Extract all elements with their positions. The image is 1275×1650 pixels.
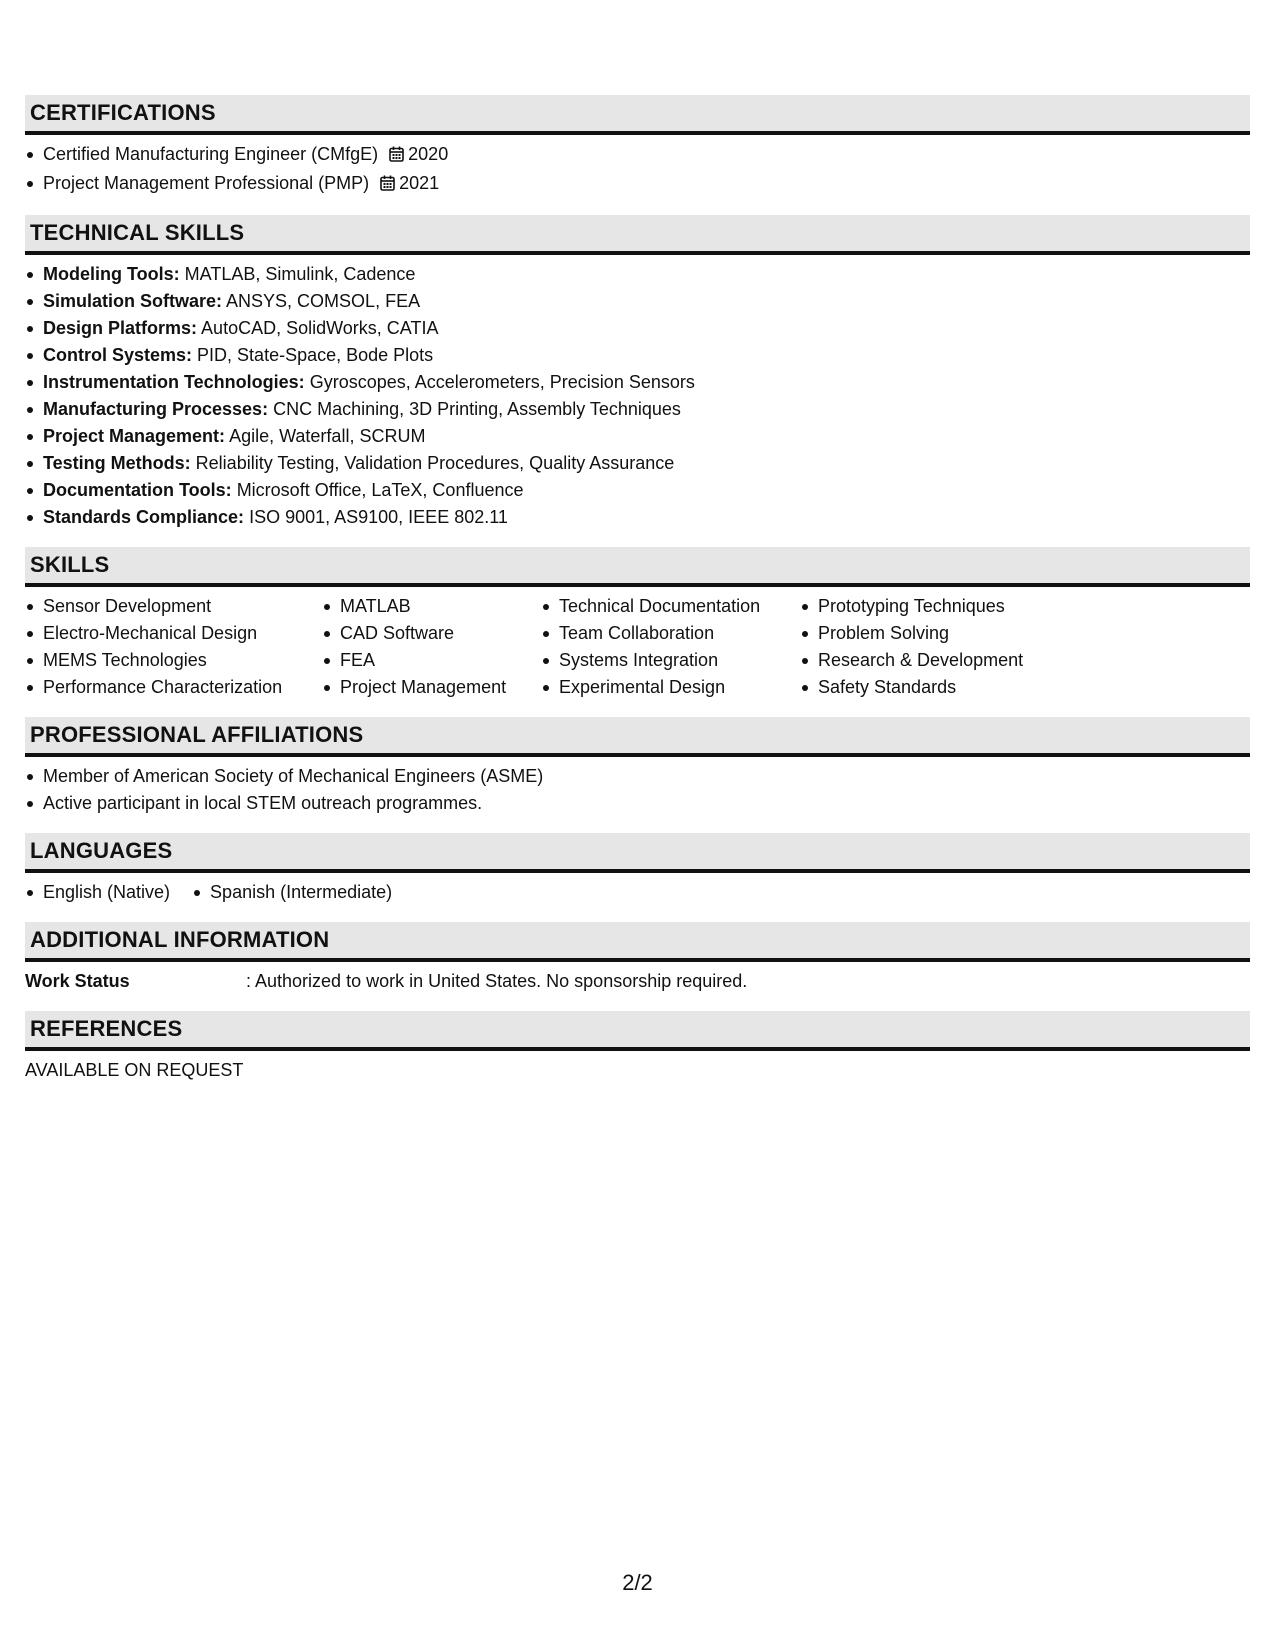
certifications-section bbox=[25, 95, 1250, 199]
languages-list bbox=[25, 879, 1250, 906]
affiliations-list bbox=[25, 763, 1250, 817]
section-heading: CERTIFICATIONS bbox=[25, 95, 1250, 135]
list-item: Member of American Society of Mechanical Engineers (ASME) bbox=[25, 763, 1250, 790]
certification-year: 2020 bbox=[408, 144, 449, 164]
calendar-icon bbox=[389, 143, 404, 170]
list-item bbox=[25, 504, 1250, 531]
affiliations-section bbox=[25, 717, 1250, 817]
list-item bbox=[25, 315, 1250, 342]
list-item bbox=[25, 396, 1250, 423]
list-item: English (Native) bbox=[25, 879, 170, 906]
list-item bbox=[25, 369, 1250, 396]
section-heading: ADDITIONAL INFORMATION bbox=[25, 922, 1250, 962]
references-section bbox=[25, 1011, 1250, 1084]
skill-value: CNC Machining, 3D Printing, Assembly Techniques bbox=[273, 399, 681, 419]
list-item: Systems Integration bbox=[541, 647, 800, 674]
resume-page bbox=[25, 95, 1250, 1100]
certifications-list bbox=[25, 141, 1250, 199]
skill-label: Documentation Tools: bbox=[43, 480, 232, 500]
list-item: Prototyping Techniques bbox=[800, 593, 1060, 620]
list-item: Safety Standards bbox=[800, 674, 1060, 701]
section-heading: PROFESSIONAL AFFILIATIONS bbox=[25, 717, 1250, 757]
calendar-icon bbox=[380, 172, 395, 199]
technical-skills-section bbox=[25, 215, 1250, 531]
skill-label: Design Platforms: bbox=[43, 318, 198, 338]
list-item bbox=[25, 170, 1250, 199]
skill-value: Reliability Testing, Validation Procedures, Quality Assurance bbox=[195, 453, 675, 473]
list-item: Experimental Design bbox=[541, 674, 800, 701]
page-number: 2/2 bbox=[622, 1570, 653, 1595]
list-item bbox=[25, 423, 1250, 450]
list-item bbox=[25, 288, 1250, 315]
technical-skills-list bbox=[25, 261, 1250, 531]
section-heading: SKILLS bbox=[25, 547, 1250, 587]
list-item bbox=[25, 141, 1250, 170]
list-item: Electro-Mechanical Design bbox=[25, 620, 322, 647]
skill-label: Control Systems: bbox=[43, 345, 193, 365]
skill-label: Modeling Tools: bbox=[43, 264, 180, 284]
skill-label: Standards Compliance: bbox=[43, 507, 245, 527]
skills-section bbox=[25, 547, 1250, 701]
certification-year: 2021 bbox=[399, 173, 440, 193]
additional-info-section bbox=[25, 922, 1250, 995]
certification-name: Certified Manufacturing Engineer (CMfgE) bbox=[43, 144, 379, 164]
list-item: MEMS Technologies bbox=[25, 647, 322, 674]
section-heading: TECHNICAL SKILLS bbox=[25, 215, 1250, 255]
certification-name: Project Management Professional (PMP) bbox=[43, 173, 370, 193]
skill-value: Agile, Waterfall, SCRUM bbox=[229, 426, 426, 446]
skills-column bbox=[800, 593, 1060, 701]
list-item: Research & Development bbox=[800, 647, 1060, 674]
list-item: Performance Characterization bbox=[25, 674, 322, 701]
list-item: Spanish (Intermediate) bbox=[192, 879, 392, 906]
list-item: Sensor Development bbox=[25, 593, 322, 620]
list-item bbox=[25, 477, 1250, 504]
work-status-label: Work Status bbox=[25, 971, 130, 991]
list-item: CAD Software bbox=[322, 620, 541, 647]
skills-column bbox=[541, 593, 800, 701]
work-status-row bbox=[25, 968, 1250, 995]
skill-value: AutoCAD, SolidWorks, CATIA bbox=[201, 318, 439, 338]
skills-column bbox=[322, 593, 541, 701]
skills-grid bbox=[25, 593, 1250, 701]
section-heading: LANGUAGES bbox=[25, 833, 1250, 873]
skill-label: Project Management: bbox=[43, 426, 226, 446]
skill-label: Testing Methods: bbox=[43, 453, 191, 473]
skill-label: Instrumentation Technologies: bbox=[43, 372, 305, 392]
work-status-value: : Authorized to work in United States. No sponsorship required. bbox=[246, 971, 748, 991]
list-item: Technical Documentation bbox=[541, 593, 800, 620]
list-item: Team Collaboration bbox=[541, 620, 800, 647]
language-group bbox=[25, 879, 192, 906]
language-group bbox=[192, 879, 414, 906]
skill-value: ANSYS, COMSOL, FEA bbox=[226, 291, 421, 311]
list-item: Project Management bbox=[322, 674, 541, 701]
languages-section bbox=[25, 833, 1250, 906]
skills-column bbox=[25, 593, 322, 701]
list-item bbox=[25, 450, 1250, 477]
list-item: Problem Solving bbox=[800, 620, 1060, 647]
list-item: FEA bbox=[322, 647, 541, 674]
list-item bbox=[25, 261, 1250, 288]
list-item bbox=[25, 342, 1250, 369]
list-item: Active participant in local STEM outreach programmes. bbox=[25, 790, 1250, 817]
skill-value: Gyroscopes, Accelerometers, Precision Sensors bbox=[309, 372, 695, 392]
skill-label: Manufacturing Processes: bbox=[43, 399, 269, 419]
skill-value: Microsoft Office, LaTeX, Confluence bbox=[236, 480, 524, 500]
skill-value: MATLAB, Simulink, Cadence bbox=[184, 264, 416, 284]
list-item: MATLAB bbox=[322, 593, 541, 620]
skill-value: PID, State-Space, Bode Plots bbox=[197, 345, 434, 365]
section-heading: REFERENCES bbox=[25, 1011, 1250, 1051]
skill-label: Simulation Software: bbox=[43, 291, 223, 311]
skill-value: ISO 9001, AS9100, IEEE 802.11 bbox=[249, 507, 508, 527]
references-text: AVAILABLE ON REQUEST bbox=[25, 1060, 244, 1080]
